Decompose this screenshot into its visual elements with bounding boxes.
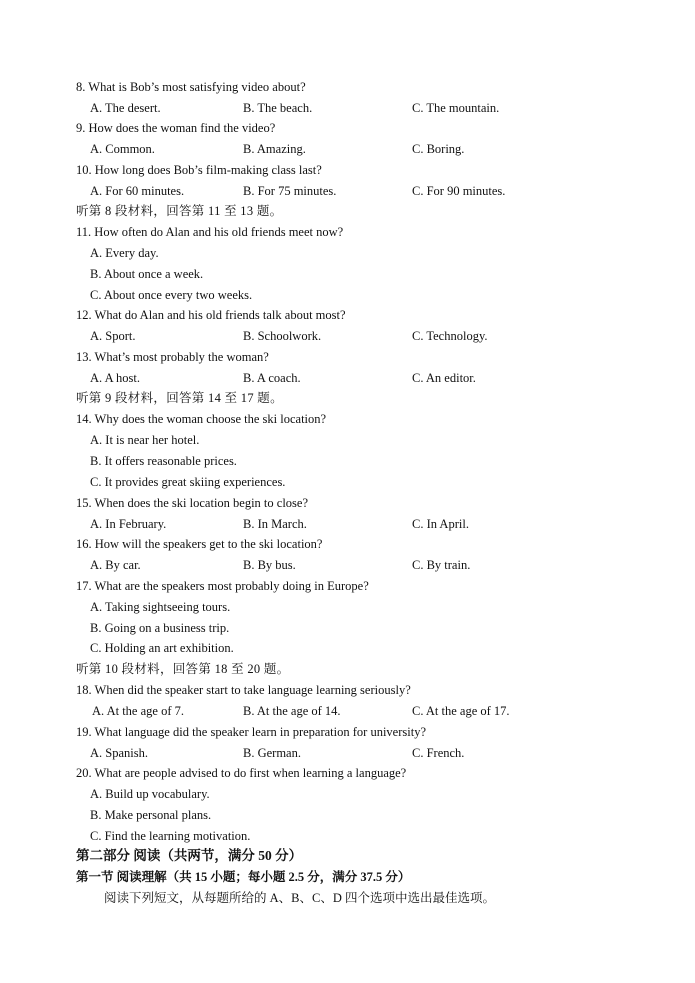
section-header-10: 听第 10 段材料，回答第 18 至 20 题。 bbox=[76, 662, 290, 676]
q20-option-a: A. Build up vocabulary. bbox=[90, 787, 210, 801]
q11-option-a: A. Every day. bbox=[90, 246, 159, 260]
q8-option-c: C. The mountain. bbox=[412, 101, 500, 115]
q10-option-a: A. For 60 minutes. bbox=[90, 184, 185, 198]
question-17: 17. What are the speakers most probably doing in Europe? bbox=[76, 579, 369, 593]
q18-option-a: A. At the age of 7. bbox=[92, 704, 184, 718]
q16-option-c: C. By train. bbox=[412, 558, 471, 572]
question-12: 12. What do Alan and his old friends talk about most? bbox=[76, 308, 346, 322]
q10-option-c: C. For 90 minutes. bbox=[412, 184, 506, 198]
q19-option-b: B. German. bbox=[243, 746, 301, 760]
section-header-8: 听第 8 段材料，回答第 11 至 13 题。 bbox=[76, 204, 283, 218]
q15-option-c: C. In April. bbox=[412, 517, 469, 531]
question-18: 18. When did the speaker start to take language learning seriously? bbox=[76, 683, 411, 697]
question-11: 11. How often do Alan and his old friends meet now? bbox=[76, 225, 344, 239]
q18-option-b: B. At the age of 14. bbox=[243, 704, 341, 718]
section-header-9: 听第 9 段材料，回答第 14 至 17 题。 bbox=[76, 391, 283, 405]
q11-option-c: C. About once every two weeks. bbox=[90, 288, 253, 302]
q16-option-a: A. By car. bbox=[90, 558, 141, 572]
q13-option-b: B. A coach. bbox=[243, 371, 301, 385]
question-14: 14. Why does the woman choose the ski location? bbox=[76, 412, 327, 426]
q17-option-a: A. Taking sightseeing tours. bbox=[90, 600, 231, 614]
q20-option-b: B. Make personal plans. bbox=[90, 808, 212, 822]
q19-option-c: C. French. bbox=[412, 746, 465, 760]
q9-option-c: C. Boring. bbox=[412, 142, 465, 156]
q20-option-c: C. Find the learning motivation. bbox=[90, 829, 251, 843]
q14-option-b: B. It offers reasonable prices. bbox=[90, 454, 237, 468]
q10-option-b: B. For 75 minutes. bbox=[243, 184, 337, 198]
subsection-detail: （共 15 小题；每小题 2.5 分，满分 37.5 分） bbox=[166, 870, 411, 884]
q8-option-b: B. The beach. bbox=[243, 101, 313, 115]
q17-option-c: C. Holding an art exhibition. bbox=[90, 641, 234, 655]
q12-option-c: C. Technology. bbox=[412, 329, 488, 343]
q11-option-b: B. About once a week. bbox=[90, 267, 204, 281]
q18-option-c: C. At the age of 17. bbox=[412, 704, 510, 718]
q14-option-c: C. It provides great skiing experiences. bbox=[90, 475, 286, 489]
q12-option-b: B. Schoolwork. bbox=[243, 329, 322, 343]
reading-instruction: 阅读下列短文，从每题所给的 A、B、C、D 四个选项中选出最佳选项。 bbox=[104, 891, 495, 905]
q17-option-b: B. Going on a business trip. bbox=[90, 621, 230, 635]
q12-option-a: A. Sport. bbox=[90, 329, 136, 343]
subsection-label: 第一节 阅读理解 bbox=[76, 870, 167, 884]
question-13: 13. What’s most probably the woman? bbox=[76, 350, 269, 364]
q8-option-a: A. The desert. bbox=[90, 101, 161, 115]
part2-subsection bbox=[76, 869, 410, 885]
q15-option-b: B. In March. bbox=[243, 517, 307, 531]
q13-option-a: A. A host. bbox=[90, 371, 141, 385]
question-15: 15. When does the ski location begin to close? bbox=[76, 496, 309, 510]
q9-option-b: B. Amazing. bbox=[243, 142, 306, 156]
question-16: 16. How will the speakers get to the ski location? bbox=[76, 537, 323, 551]
question-20: 20. What are people advised to do first when learning a language? bbox=[76, 766, 407, 780]
q9-option-a: A. Common. bbox=[90, 142, 155, 156]
q13-option-c: C. An editor. bbox=[412, 371, 476, 385]
part2-title: 第二部分 阅读（共两节，满分 50 分） bbox=[76, 848, 303, 863]
question-8: 8. What is Bob’s most satisfying video about? bbox=[76, 80, 306, 94]
question-9: 9. How does the woman find the video? bbox=[76, 121, 276, 135]
q15-option-a: A. In February. bbox=[90, 517, 167, 531]
q19-option-a: A. Spanish. bbox=[90, 746, 148, 760]
q14-option-a: A. It is near her hotel. bbox=[90, 433, 200, 447]
question-19: 19. What language did the speaker learn in preparation for university? bbox=[76, 725, 426, 739]
q16-option-b: B. By bus. bbox=[243, 558, 296, 572]
question-10: 10. How long does Bob’s film-making class last? bbox=[76, 163, 322, 177]
